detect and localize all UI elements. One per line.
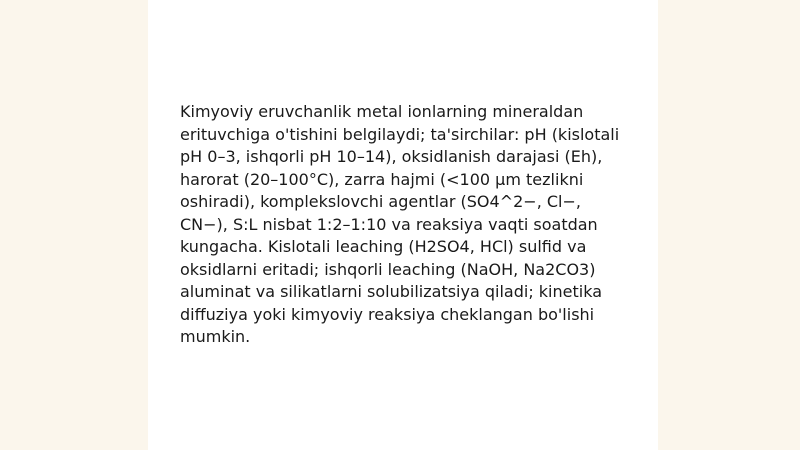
- document-page: [148, 0, 658, 450]
- body-paragraph: Kimyoviy eruvchanlik metal ionlarning mineraldan erituvchiga o'tishini belgilaydi; ta'sirchilar: pH (kislotali pH 0–3, ishqorli pH 10–14), oksidlanish darajasi (Eh), harorat (20–100°C), zarra hajmi (<100 µm tezlikni oshiradi), komplekslovchi agentlar (SO4^2−, Cl−, CN−), S:L nisbat 1:2–1:10 va reaksiya vaqti soatdan kungacha. Kislotali leaching (H2SO4, HCl) sulfid va oksidlarni eritadi; ishqorli leaching (NaOH, Na2CO3) aluminat va silikatlarni solubilizatsiya qiladi; kinetika diffuziya yoki kimyoviy reaksiya cheklangan bo'lishi mumkin.: [180, 102, 620, 346]
